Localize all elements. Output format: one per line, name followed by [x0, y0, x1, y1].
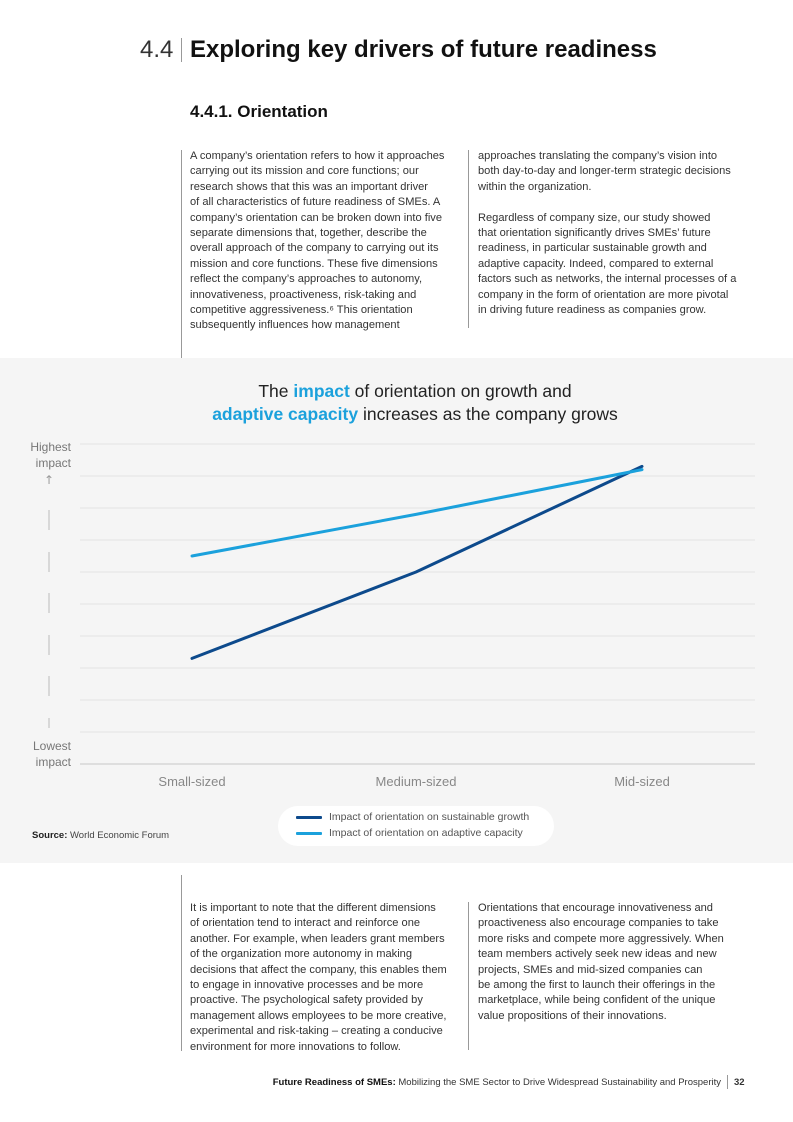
- y-label-bottom-line2: impact: [35, 755, 71, 769]
- page-number: 32: [734, 1077, 745, 1088]
- chart-title-post-2: increases as the company grows: [358, 404, 618, 424]
- legend-item-growth: [296, 811, 529, 823]
- x-tick-label: Small-sized: [158, 774, 226, 789]
- chart-title-post: of orientation on growth and: [349, 381, 572, 401]
- footer-divider: [727, 1075, 728, 1089]
- series-line-adaptive-capacity: [192, 470, 642, 556]
- intro-column-1: A company’s orientation refers to how it approaches carrying out its mission and core functions; our research shows that this was an important driver of all characteristics of future readiness of SMEs. A company’s orientation can be broken down into five separate dimensions that, together, describe the overall approach of the company to carrying out its mission and core functions. These five dimensions reflect the company’s approaches to autonomy, innovativeness, proactiveness, risk-taking and competitive aggressiveness.⁶ This orientation subsequently influences how management: [190, 150, 445, 332]
- chart-title-line-1: [0, 381, 793, 402]
- chart-title-pre: The: [258, 381, 294, 401]
- subsection-title: 4.4.1. Orientation: [190, 102, 328, 121]
- x-tick-label: Mid-sized: [614, 774, 670, 789]
- legend-swatch-growth: [296, 816, 322, 819]
- footer-rest: Mobilizing the SME Sector to Drive Widespread Sustainability and Prosperity: [395, 1077, 721, 1088]
- chart-legend: [278, 806, 554, 846]
- section-number: 4.4: [140, 36, 174, 63]
- source-text: World Economic Forum: [70, 830, 170, 841]
- legend-swatch-adaptive: [296, 832, 322, 835]
- body-margin-rule: [181, 875, 182, 1051]
- body-column-1: It is important to note that the different dimensions of orientation tend to interact and reinforce one another. For example, when leaders grant members of the organization more autonomy in making decisions that affect the company, this enables them to engage in innovative processes and be more proactive. The psychological safety provided by management allows employees to be more creative, experimental and risk-taking – creating a conducive environment for more innovations to follow.: [190, 902, 447, 1053]
- chart-title-line-2: [0, 404, 793, 425]
- footer-bold: Future Readiness of SMEs:: [272, 1077, 396, 1088]
- y-axis-arrow: ↑: [43, 473, 55, 487]
- source-label: Source:: [32, 830, 68, 841]
- legend-item-adaptive: [296, 827, 523, 839]
- intro-column-divider: [468, 150, 469, 328]
- x-tick-label: Medium-sized: [375, 774, 457, 789]
- legend-label-adaptive: Impact of orientation on adaptive capacity: [329, 827, 523, 839]
- chart-title-accent-2: adaptive capacity: [212, 404, 359, 424]
- section-title: Exploring key drivers of future readiness: [190, 36, 657, 63]
- chart-source: [32, 830, 169, 841]
- legend-label-growth: Impact of orientation on sustainable growth: [329, 811, 530, 823]
- body-column-2: Orientations that encourage innovativeness and proactiveness also encourage companies to take more risks and compete more aggressively. When team members actively seek new ideas and new projects, SMEs and mid-sized companies can be among the first to launch their offerings in the marketplace, while being confident of the unique value propositions of their innovations.: [478, 902, 724, 1022]
- footer-text: [273, 1077, 721, 1088]
- intro-column-2: approaches translating the company’s vision into both day-to-day and longer-term strategic decisions within the organization. Regardless of company size, our study showed that orientation significantly drives SMEs’ future readiness, in particular sustainable growth and adaptive capacity. Indeed, compared to external factors such as networks, the internal processes of a company in the form of orientation are more pivotal in driving future readiness as companies grow.: [478, 150, 737, 317]
- header-divider: [181, 38, 182, 62]
- y-label-top-line2: impact: [35, 456, 71, 470]
- body-column-divider: [468, 902, 469, 1050]
- chart-title-accent-1: impact: [293, 381, 350, 401]
- left-margin-rule: [181, 150, 182, 358]
- y-label-top-line1: Highest: [30, 440, 71, 454]
- line-chart: [0, 430, 793, 790]
- y-label-bottom-line1: Lowest: [32, 739, 71, 753]
- series-line-sustainable-growth: [192, 466, 642, 658]
